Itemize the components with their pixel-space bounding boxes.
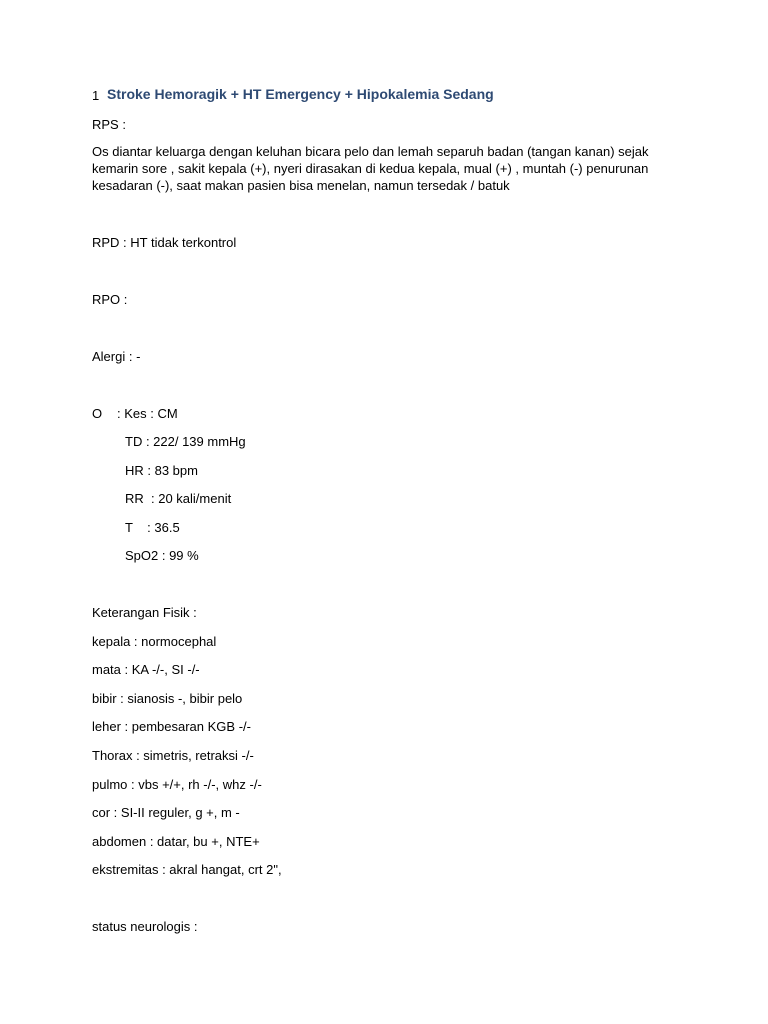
physical-item: kepala : normocephal [92,634,217,649]
page-title: Stroke Hemoragik + HT Emergency + Hipokalemia Sedang [107,86,494,102]
rpd-line: RPD : HT tidak terkontrol [92,235,237,250]
rps-label: RPS : [92,117,126,132]
physical-item: ekstremitas : akral hangat, crt 2", [92,862,282,877]
rps-line-1: Os diantar keluarga dengan keluhan bicara pelo dan lemah separuh badan (tangan kanan) sejak [92,144,649,159]
vital-hr: HR : 83 bpm [125,463,198,478]
rps-line-2: kemarin sore , sakit kepala (+), nyeri dirasakan di kedua kepala, mual (+) , muntah (-) penurunan [92,161,649,176]
physical-item: pulmo : vbs +/+, rh -/-, whz -/- [92,777,262,792]
vital-td: TD : 222/ 139 mmHg [125,434,246,449]
kesadaran-line: : Kes : CM [117,406,178,421]
objective-label: O [92,406,103,421]
physical-item: cor : SI-II reguler, g +, m - [92,805,240,820]
physical-item: leher : pembesaran KGB -/- [92,719,251,734]
vital-rr: RR : 20 kali/menit [125,491,232,506]
vital-spo2: SpO2 : 99 % [125,548,199,563]
rps-paragraph [92,143,672,194]
physical-title: Keterangan Fisik : [92,605,197,620]
heading-number: 1 [92,88,100,103]
alergi-line: Alergi : - [92,349,141,364]
neuro-status-label: status neurologis : [92,919,198,934]
rpo-line: RPO : [92,292,128,307]
physical-item: Thorax : simetris, retraksi -/- [92,748,254,763]
physical-item: mata : KA -/-, SI -/- [92,662,200,677]
rps-line-3: kesadaran (-), saat makan pasien bisa menelan, namun tersedak / batuk [92,178,510,193]
physical-item: bibir : sianosis -, bibir pelo [92,691,243,706]
vital-temp: T : 36.5 [125,520,180,535]
physical-item: abdomen : datar, bu +, NTE+ [92,834,260,849]
